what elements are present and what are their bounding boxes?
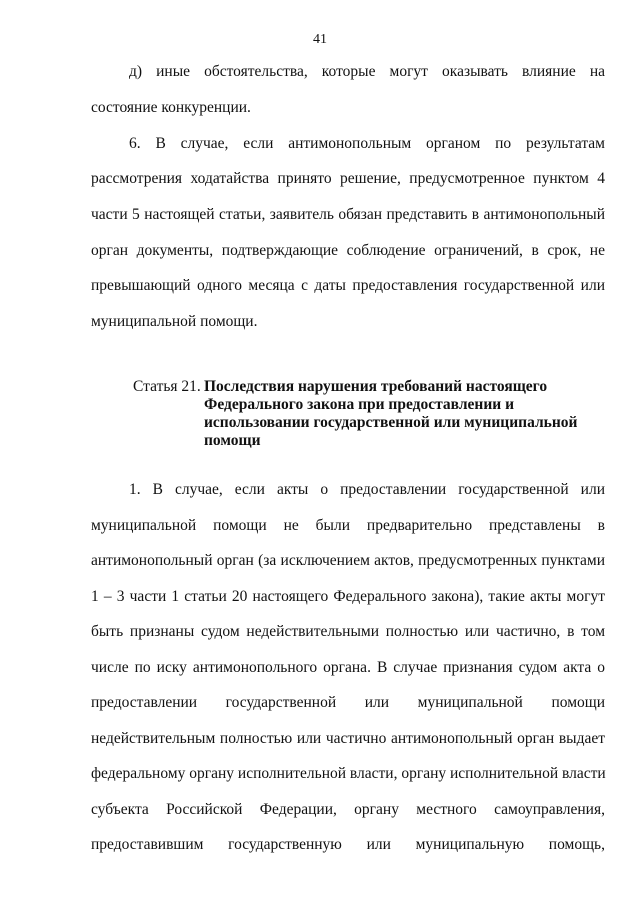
article-title-line: помощи bbox=[204, 432, 261, 449]
text-line: 6. В случае, если антимонопольным органом по результатам bbox=[129, 135, 605, 152]
text-line: предоставившим государственную или муниципальную помощь, bbox=[91, 836, 605, 853]
text-line: числе по иску антимонопольного органа. В случае признания судом акта о bbox=[91, 659, 605, 676]
text-line: рассмотрения ходатайства принято решение, предусмотренное пунктом 4 bbox=[91, 170, 605, 187]
text-line: субъекта Российской Федерации, органу местного самоуправления, bbox=[91, 801, 605, 818]
text-line: части 5 настоящей статьи, заявитель обязан представить в антимонопольный bbox=[91, 206, 605, 223]
text-line: муниципальной помощи. bbox=[91, 313, 258, 330]
text-line: состояние конкуренции. bbox=[91, 99, 251, 116]
article-title-line: использовании государственной или муниципальной bbox=[204, 414, 578, 431]
text-line: 1. В случае, если акты о предоставлении государственной или bbox=[129, 481, 605, 498]
article-label: Статья 21. bbox=[133, 378, 201, 395]
article-title-line: Федерального закона при предоставлении и bbox=[204, 396, 515, 413]
text-line: недействительным полностью или частично антимонопольный орган выдает bbox=[91, 730, 605, 747]
text-line: 1 – 3 части 1 статьи 20 настоящего Федерального закона), такие акты могут bbox=[91, 588, 605, 605]
text-line: предоставлении государственной или муниципальной помощи bbox=[91, 694, 605, 711]
text-line: д) иные обстоятельства, которые могут оказывать влияние на bbox=[129, 63, 605, 80]
text-line: муниципальной помощи не были предварительно представлены в bbox=[91, 517, 605, 534]
text-line: федеральному органу исполнительной власти, органу исполнительной власти bbox=[91, 765, 606, 782]
text-line: превышающий одного месяца с даты предоставления государственной или bbox=[91, 277, 605, 294]
page-number: 41 bbox=[313, 32, 327, 47]
article-title-line: Последствия нарушения требований настоящего bbox=[204, 378, 548, 395]
text-line: быть признаны судом недействительными полностью или частично, в том bbox=[91, 623, 605, 640]
text-line: антимонопольный орган (за исключением актов, предусмотренных пунктами bbox=[91, 552, 605, 569]
text-line: орган документы, подтверждающие соблюдение ограничений, в срок, не bbox=[91, 242, 605, 259]
